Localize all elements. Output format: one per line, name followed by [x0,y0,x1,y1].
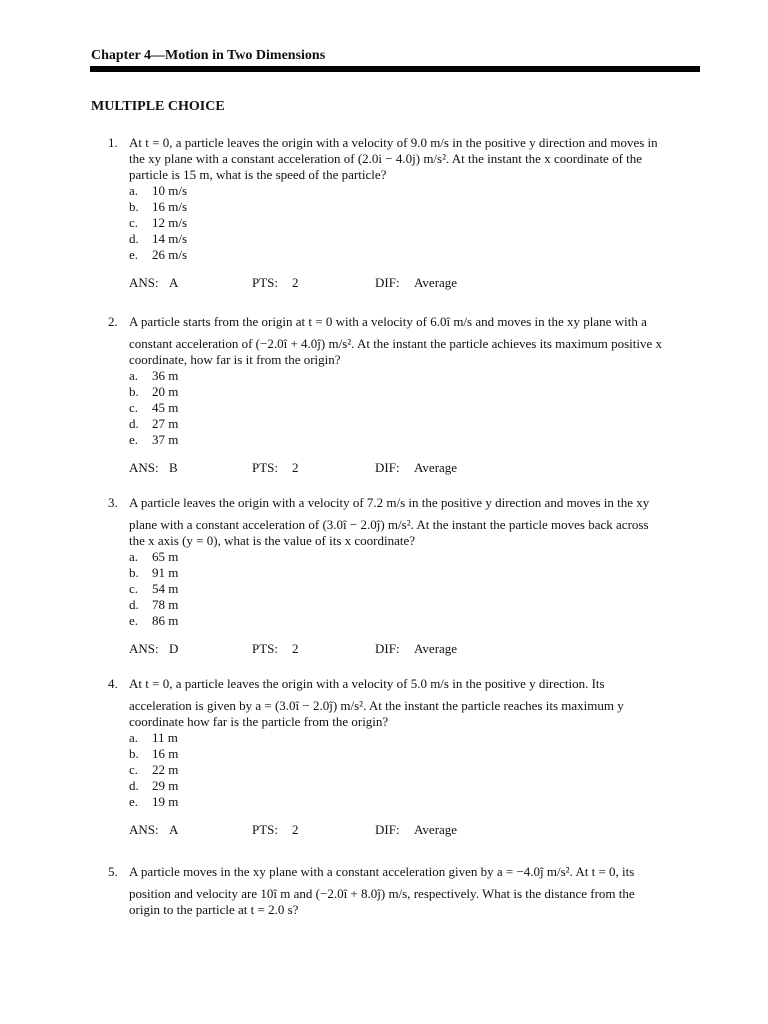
option-letter: e. [129,432,139,447]
question-text-line: A particle leaves the origin with a velocity of 7.2 m/s in the positive y direction and moves in the xy [129,495,650,510]
answer-option [129,778,708,794]
pts-label: PTS: [252,460,279,475]
option-text: 14 m/s [152,231,188,246]
answer-option [129,384,708,400]
question-4 [108,676,708,838]
question-text-line: A particle moves in the xy plane with a constant acceleration given by a = −4.0ĵ m/s². At t = 0, its [129,864,635,879]
question-text-line: A particle starts from the origin at t = 0 with a velocity of 6.0î m/s and moves in the xy plane with a [129,314,647,329]
option-text: 37 m [152,432,179,447]
ans-value: A [169,822,179,837]
pts-label: PTS: [252,641,279,656]
option-text: 16 m/s [152,199,188,214]
option-text: 16 m [152,746,179,761]
question-text [129,314,708,368]
dif-label: DIF: [375,275,400,290]
answer-option [129,247,708,263]
answer-key-row [129,641,708,657]
pts-value: 2 [292,641,299,656]
question-number: 4. [108,676,118,691]
option-letter: b. [129,199,139,214]
option-letter: d. [129,778,139,793]
dif-value: Average [414,275,458,290]
answer-options [129,368,708,448]
option-letter: e. [129,247,139,262]
answer-option [129,613,708,629]
option-text: 22 m [152,762,179,777]
answer-option [129,565,708,581]
question-text-line: plane with a constant acceleration of (3.0î − 2.0ĵ) m/s². At the instant the particle moves back across [129,517,649,532]
answer-option [129,794,708,810]
pts-value: 2 [292,460,299,475]
question-5 [108,864,708,918]
option-text: 91 m [152,565,179,580]
option-letter: c. [129,581,139,596]
option-letter: e. [129,613,139,628]
question-text [129,135,708,183]
question-text-line: particle is 15 m, what is the speed of the particle? [129,167,387,182]
option-text: 29 m [152,778,179,793]
question-text-line: origin to the particle at t = 2.0 s? [129,902,299,917]
option-letter: c. [129,400,139,415]
pts-value: 2 [292,822,299,837]
answer-option [129,746,708,762]
question-text [129,864,708,918]
question-2 [108,314,708,476]
dif-label: DIF: [375,460,400,475]
option-letter: b. [129,384,139,399]
question-text [129,676,708,730]
question-number: 3. [108,495,118,510]
ans-value: B [169,460,178,475]
option-letter: d. [129,597,139,612]
ans-value: D [169,641,179,656]
answer-option [129,730,708,746]
option-text: 65 m [152,549,179,564]
option-letter: e. [129,794,139,809]
ans-label: ANS: [129,641,159,656]
option-letter: c. [129,215,139,230]
option-letter: a. [129,368,139,383]
option-text: 10 m/s [152,183,188,198]
option-letter: b. [129,746,139,761]
answer-key-row [129,460,708,476]
answer-options [129,183,708,263]
answer-option [129,231,708,247]
option-text: 27 m [152,416,179,431]
answer-key-row [129,275,708,291]
question-text-line: coordinate how far is the particle from the origin? [129,714,389,729]
question-text-line: position and velocity are 10î m and (−2.0î + 8.0ĵ) m/s, respectively. What is the distance from the [129,886,635,901]
answer-option [129,215,708,231]
dif-value: Average [414,822,458,837]
section-title: MULTIPLE CHOICE [91,99,225,114]
ans-label: ANS: [129,275,159,290]
answer-option [129,199,708,215]
option-letter: c. [129,762,139,777]
question-text-line: constant acceleration of (−2.0î + 4.0ĵ) m/s². At the instant the particle achieves its maximum positive x [129,336,663,351]
answer-options [129,730,708,810]
option-text: 78 m [152,597,179,612]
option-letter: d. [129,231,139,246]
option-letter: a. [129,183,139,198]
question-text-line: coordinate, how far is it from the origin? [129,352,341,367]
question-3 [108,495,708,657]
answer-option [129,432,708,448]
dif-value: Average [414,460,458,475]
option-text: 86 m [152,613,179,628]
option-letter: b. [129,565,139,580]
dif-value: Average [414,641,458,656]
answer-key-row [129,822,708,838]
question-number: 5. [108,864,118,879]
answer-option [129,597,708,613]
question-number: 1. [108,135,118,150]
question-text-line: the x axis (y = 0), what is the value of its x coordinate? [129,533,416,548]
option-letter: a. [129,730,139,745]
answer-option [129,762,708,778]
option-letter: d. [129,416,139,431]
answer-option [129,183,708,199]
option-letter: a. [129,549,139,564]
answer-option [129,400,708,416]
pts-label: PTS: [252,275,279,290]
answer-option [129,549,708,565]
page-title: Chapter 4—Motion in Two Dimensions [91,48,326,63]
option-text: 36 m [152,368,179,383]
option-text: 26 m/s [152,247,188,262]
option-text: 45 m [152,400,179,415]
question-text [129,495,708,549]
dif-label: DIF: [375,641,400,656]
answer-option [129,581,708,597]
option-text: 11 m [152,730,178,745]
question-text-line: At t = 0, a particle leaves the origin with a velocity of 5.0 m/s in the positive y direction. Its [129,676,605,691]
header-rule [90,66,700,72]
option-text: 20 m [152,384,179,399]
question-text-line: acceleration is given by a = (3.0î − 2.0ĵ) m/s². At the instant the particle reaches its maximum y [129,698,624,713]
pts-value: 2 [292,275,299,290]
option-text: 19 m [152,794,179,809]
pts-label: PTS: [252,822,279,837]
answer-options [129,549,708,629]
ans-label: ANS: [129,822,159,837]
question-number: 2. [108,314,118,329]
ans-value: A [169,275,179,290]
option-text: 54 m [152,581,179,596]
question-1 [108,135,708,291]
answer-option [129,368,708,384]
ans-label: ANS: [129,460,159,475]
option-text: 12 m/s [152,215,188,230]
question-text-line: At t = 0, a particle leaves the origin with a velocity of 9.0 m/s in the positive y direction and moves in [129,135,658,150]
question-text-line: the xy plane with a constant acceleration of (2.0i − 4.0j) m/s². At the instant the x coordinate of the [129,151,643,166]
answer-option [129,416,708,432]
dif-label: DIF: [375,822,400,837]
